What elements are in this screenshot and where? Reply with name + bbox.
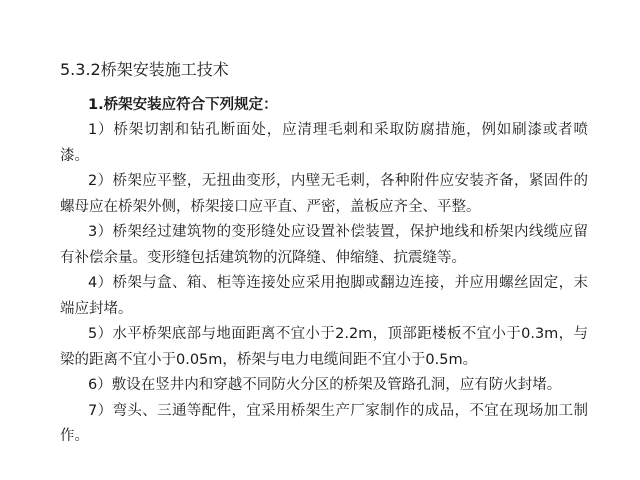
requirement-item-1: 1）桥架切割和钻孔断面处，应清理毛刺和采取防腐措施，例如刷漆或者喷漆。 [60, 122, 588, 164]
requirement-item-3: 3）桥架经过建筑物的变形缝处应设置补偿装置，保护地线和桥架内线缆应留有补偿余量。变形缝包括建筑物的沉降缝、伸缩缝、抗震缝等。 [60, 224, 588, 266]
requirement-item-6: 6）敷设在竖井内和穿越不同防火分区的桥架及管路孔洞，应有防火封堵。 [88, 377, 562, 393]
requirement-item-7: 7）弯头、三通等配件，宜采用桥架生产厂家制作的成品，不宜在现场加工制作。 [60, 402, 588, 444]
section-heading: 5.3.2桥架安装施工技术 [60, 60, 229, 79]
requirements-list [60, 118, 588, 450]
subsection-heading: 1.桥架安装应符合下列规定： [88, 97, 278, 113]
requirement-item-5: 5）水平桥架底部与地面距离不宜小于2.2m，顶部距楼板不宜小于0.3m，与梁的距离不宜小于0.05m，桥架与电力电缆间距不宜小于0.5m。 [60, 326, 588, 368]
requirement-item-2: 2）桥架应平整，无扭曲变形，内壁无毛刺，各种附件应安装齐备，紧固件的螺母应在桥架外侧，桥架接口应平直、严密，盖板应齐全、平整。 [60, 173, 588, 215]
requirement-item-4: 4）桥架与盒、箱、柜等连接处应采用抱脚或翻边连接，并应用螺丝固定，末端应封堵。 [60, 275, 588, 317]
